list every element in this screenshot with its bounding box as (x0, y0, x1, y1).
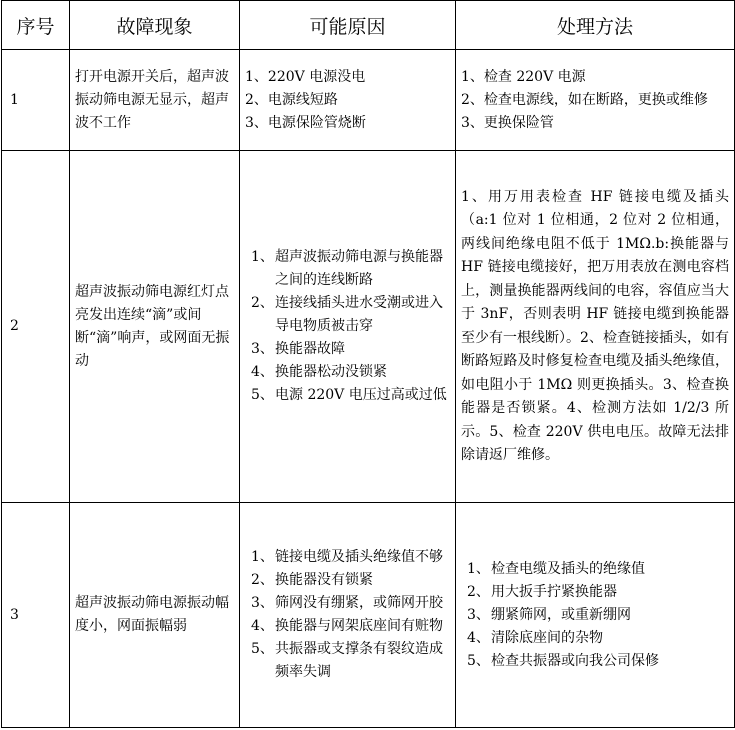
solution-item: 1、 检查电缆及插头的绝缘值 (467, 560, 645, 577)
cause-item: 3、 筛网没有绷紧，或筛网开胶 (251, 595, 443, 611)
solution-list (461, 66, 729, 135)
table-row (2, 503, 735, 728)
cause-item: 2、 连接线插头进水受潮或进入导电物质被击穿 (251, 295, 443, 334)
symptom-cell: 超声波振动筛电源红灯点亮发出连续“滴”或间断“滴”响声，或网面无振动 (70, 151, 240, 503)
cause-item: 1、 链接电缆及插头绝缘值不够 (251, 549, 443, 565)
cause-item: 3、 换能器故障 (251, 341, 345, 357)
header-symptom: 故障现象 (70, 1, 240, 50)
cause-list (245, 546, 450, 684)
cause-item: 2、 换能器没有锁紧 (251, 572, 373, 588)
solutions-cell (456, 503, 735, 728)
solution-item: 1、检查 220V 电源 (461, 68, 586, 85)
cause-list (245, 246, 450, 407)
causes-cell (240, 151, 456, 503)
solution-item: 4、 清除底座间的杂物 (467, 629, 603, 646)
header-causes: 可能原因 (240, 1, 456, 50)
header-no: 序号 (2, 1, 70, 50)
cause-item: 3、电源保险管烧断 (245, 114, 366, 131)
solutions-cell: 1、用万用表检查 HF 链接电缆及插头（a:1 位对 1 位相通，2 位对 2 位相通，两线间绝缘电阻不低于 1MΩ.b:换能器与 HF 链接电缆接好，把万用表放在测电容档上，测量换能器两线间的电容，容值应当大于 3nF，否则表明 HF 链接电缆到换能器至少有一根线断）。2、检查链接插头，如有断路短路及时修复检查电缆及插头绝缘值，如电阻小于 1MΩ 则更换插头。3、检查换能器是否锁紧。4、检测方法如 1/2/3 所示。5、检查 220V 供电电压。故障无法排除请返厂维修。 (456, 151, 735, 503)
causes-cell (240, 50, 456, 151)
cause-item: 1、 超声波振动筛电源与换能器之间的连线断路 (251, 249, 443, 288)
solution-item: 3、更换保险管 (461, 114, 554, 131)
row-number: 3 (2, 503, 70, 728)
troubleshooting-table (1, 0, 735, 728)
cause-item: 2、电源线短路 (245, 91, 338, 108)
solution-item: 5、 检查共振器或向我公司保修 (467, 652, 659, 669)
header-row (2, 1, 735, 50)
cause-item: 5、 共振器或支撑条有裂纹造成频率失调 (251, 641, 443, 680)
cause-list (245, 66, 450, 135)
row-number: 2 (2, 151, 70, 503)
row-number: 1 (2, 50, 70, 151)
solution-item: 3、 绷紧筛网，或重新绷网 (467, 606, 631, 623)
table-row (2, 151, 735, 503)
header-solutions: 处理方法 (456, 1, 735, 50)
symptom-cell: 超声波振动筛电源振动幅度小，网面振幅弱 (70, 503, 240, 728)
cause-item: 4、 换能器松动没锁紧 (251, 364, 387, 380)
cause-item: 4、 换能器与网架底座间有赃物 (251, 618, 443, 634)
solution-list (461, 558, 729, 673)
solutions-cell (456, 50, 735, 151)
solution-item: 2、 用大扳手拧紧换能器 (467, 583, 617, 600)
table-row (2, 50, 735, 151)
solution-item: 2、检查电源线，如在断路，更换或维修 (461, 91, 708, 108)
cause-item: 1、220V 电源没电 (245, 68, 366, 85)
causes-cell (240, 503, 456, 728)
symptom-cell: 打开电源开关后，超声波振动筛电源无显示，超声波不工作 (70, 50, 240, 151)
cause-item: 5、 电源 220V 电压过高或过低 (251, 387, 447, 403)
